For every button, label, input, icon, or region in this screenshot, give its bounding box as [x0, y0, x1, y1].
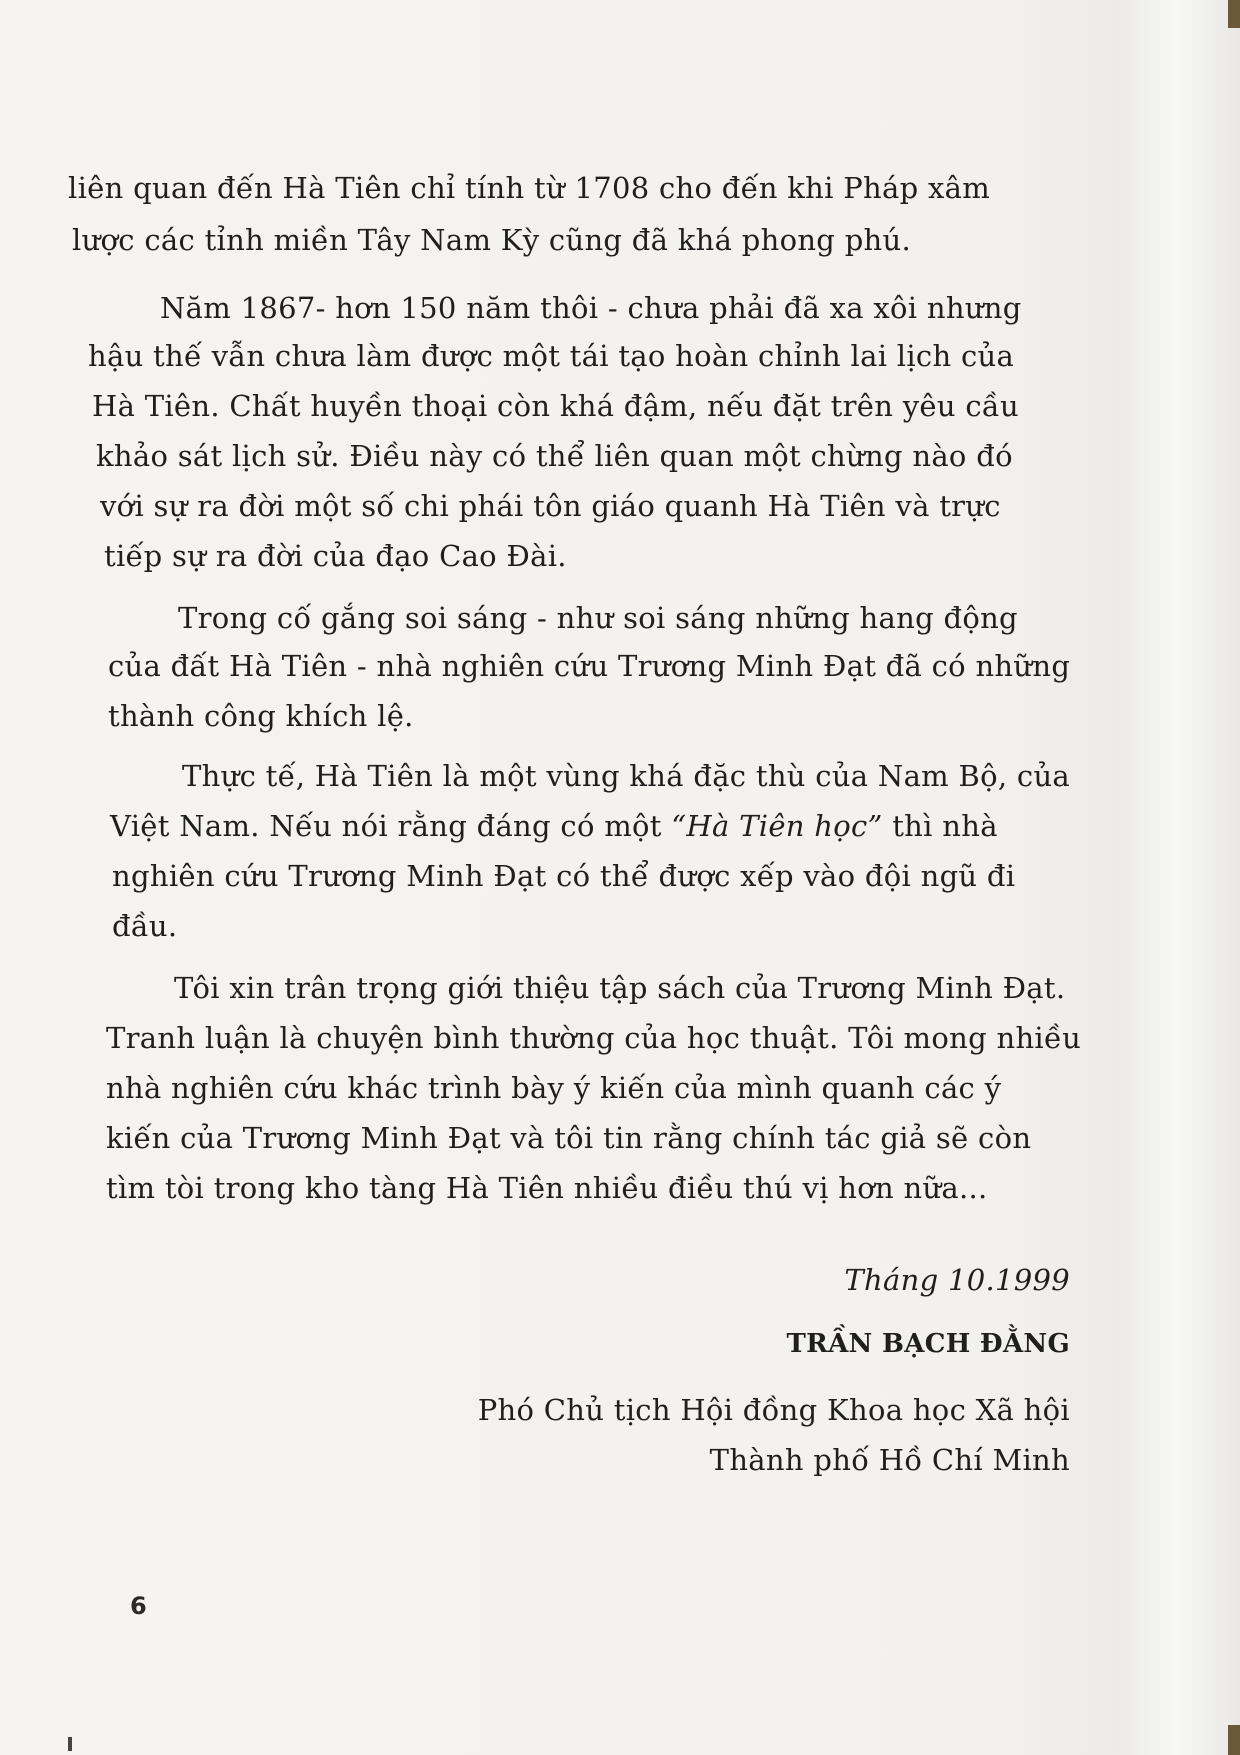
text-segment: Việt Nam. Nếu nói rằng đáng có một [110, 809, 662, 843]
signature-title-line2: Thành phố Hồ Chí Minh [709, 1443, 1070, 1477]
text-line: Tôi xin trân trọng giới thiệu tập sách của Trương Minh Đạt. [174, 971, 1066, 1005]
page-edge-mark-top [1228, 0, 1240, 28]
text-line: nghiên cứu Trương Minh Đạt có thể được xếp vào đội ngũ đi [112, 859, 1016, 893]
text-line: kiến của Trương Minh Đạt và tôi tin rằng chính tác giả sẽ còn [106, 1121, 1032, 1155]
text-segment: thì nhà [892, 809, 998, 843]
text-line: tiếp sự ra đời của đạo Cao Đài. [104, 539, 567, 573]
text-line: thành công khích lệ. [108, 699, 414, 733]
text-line: tìm tòi trong kho tàng Hà Tiên nhiều điều thú vị hơn nữa... [106, 1171, 988, 1205]
emphasis-text: “Hà Tiên học” [671, 809, 883, 843]
text-line: Thực tế, Hà Tiên là một vùng khá đặc thù của Nam Bộ, của [182, 759, 1071, 793]
text-line: đầu. [112, 909, 178, 943]
signature-title-line1: Phó Chủ tịch Hội đồng Khoa học Xã hội [477, 1393, 1070, 1427]
text-line: nhà nghiên cứu khác trình bày ý kiến của mình quanh các ý [106, 1071, 1002, 1105]
text-line: với sự ra đời một số chi phái tôn giáo quanh Hà Tiên và trực [100, 489, 1001, 523]
page-number: 6 [130, 1592, 147, 1620]
text-line: Trong cố gắng soi sáng - như soi sáng những hang động [178, 601, 1018, 635]
text-line: Tranh luận là chuyện bình thường của học thuật. Tôi mong nhiều [106, 1021, 1082, 1055]
signature-name: TRẦN BẠCH ĐẰNG [786, 1329, 1070, 1359]
page-edge-mark-bottom [1228, 1725, 1240, 1755]
text-line: Hà Tiên. Chất huyền thoại còn khá đậm, nếu đặt trên yêu cầu [92, 389, 1019, 423]
text-line: lược các tỉnh miền Tây Nam Kỳ cũng đã khá phong phú. [72, 223, 912, 257]
text-line: của đất Hà Tiên - nhà nghiên cứu Trương Minh Đạt đã có những [108, 649, 1071, 683]
text-line: Năm 1867- hơn 150 năm thôi - chưa phải đã xa xôi nhưng [160, 291, 1022, 325]
text-line: liên quan đến Hà Tiên chỉ tính từ 1708 cho đến khi Pháp xâm [68, 171, 991, 205]
text-line: khảo sát lịch sử. Điều này có thể liên quan một chừng nào đó [96, 439, 1013, 473]
scan-artifact [68, 1737, 72, 1751]
text-line: hậu thế vẫn chưa làm được một tái tạo hoàn chỉnh lai lịch của [88, 339, 1015, 373]
text-line [110, 808, 998, 844]
signature-date: Tháng 10.1999 [844, 1263, 1070, 1297]
